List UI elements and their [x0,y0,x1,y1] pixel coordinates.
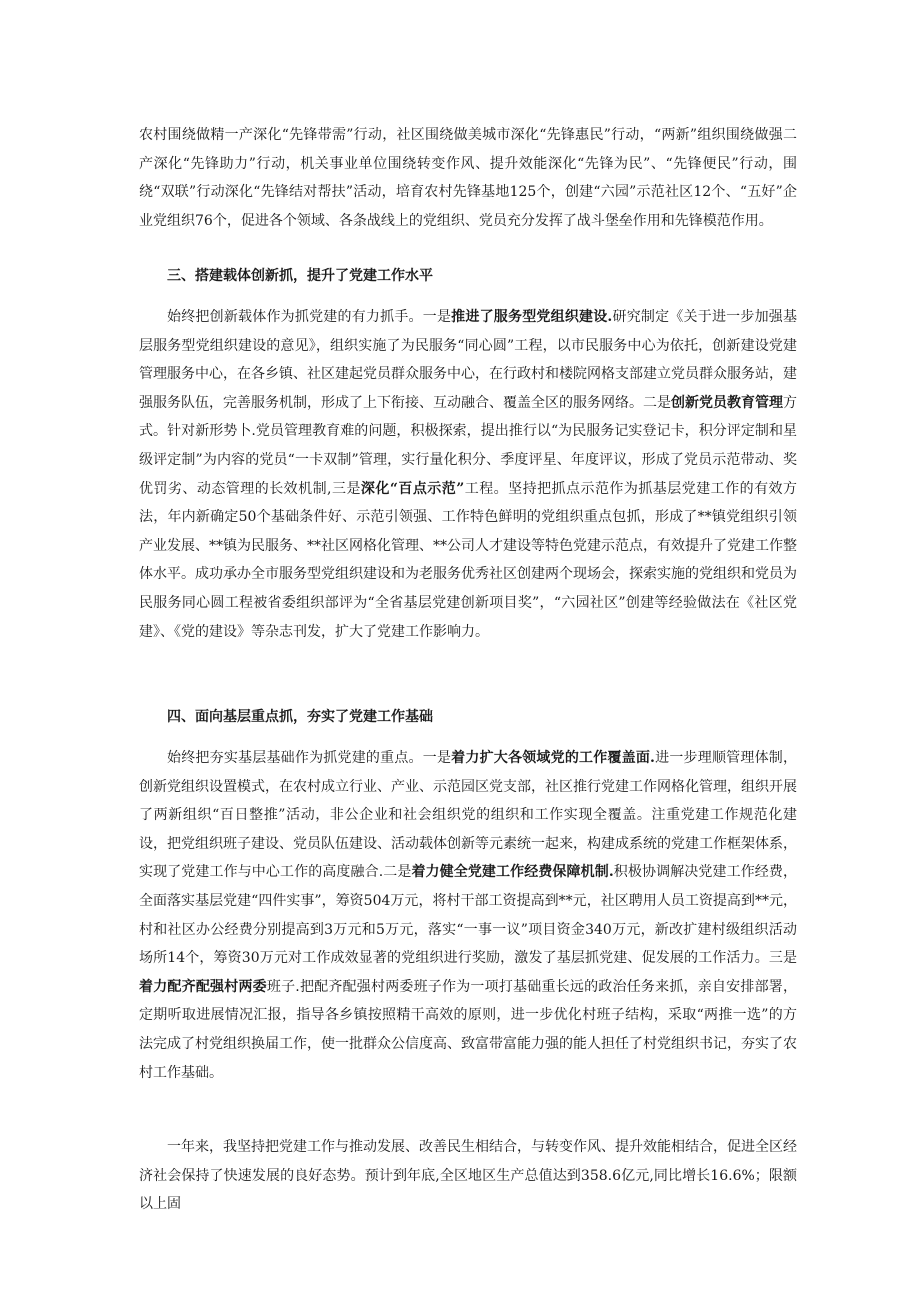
text-run: 班子.把配齐配强村两委班子作为一项打基础重长远的政治任务来抓，亲自安排部署，定期听取进展情况汇报，指导各乡镇按照精干高效的原则，进一步优化村班子结构，采取“两推一选”的方法完成了村党组织换届工作，使一批群众公信度高、致富带富能力强的能人担任了村党组织书记，夯实了农村工作基础。 [139,978,798,1081]
bold-phrase: 着力配齐配强村两委 [139,978,267,995]
bold-phrase: 着力健全党建工作经费保障机制. [411,864,614,881]
text-run: 工程。坚持把抓点示范作为抓基层党建工作的有效方法，年内新确定50个基础条件好、示范引领强、工作特色鲜明的党组织重点包抓，形成了**镇党组织引领产业发展、**镇为民服务、**社区网格化管理、**公司人才建设等特色党建示范点，有效提升了党建工作整体水平。成功承办全市服务型党组织建设和为老服务优秀社区创建两个现场会，探索实施的党组织和党员为民服务同心圆工程被省委组织部评为“全省基层党建创新项目奖”，“六园社区”创建等经验做法在《社区党建》、《党的建设》等杂志刊发，扩大了党建工作影响力。 [139,480,797,640]
text-run: 进一步理顺管理体制，创新党组织设置模式，在农村成立行业、产业、示范园区党支部，社区推行党建工作网格化管理，组织开展了两新组织“百日整推”活动，非公企业和社会组织党的组织和工作实现全覆盖。注重党建工作规范化建设，把党组织班子建设、党员队伍建设、活动载体创新等元素统一起来，构建成系统的党建工作框架体系，实现了党建工作与中心工作的高度融合.二是 [139,750,798,881]
bold-phrase: 推进了服务型党组织建设. [451,309,613,325]
heading-section-4: 四、面向基层重点抓，夯实了党建工作基础 [167,709,433,725]
paragraph-section-4 [139,744,797,1087]
bold-phrase: 创新党员教育管理 [671,394,783,411]
paragraph-section-3 [139,303,797,646]
paragraph-1: 农村围绕做精一产深化“先锋带需”行动，社区围绕做美城市深化“先锋惠民”行动，“两新”组织围绕做强二产深化“先锋助力”行动，机关事业单位围绕转变作风、提升效能深化“先锋为民”、“先锋便民”行动，围绕“双联”行动深化“先锋结对帮扶”活动，培育农村先锋基地125个，创建“六园”示范社区12个、“五好”企业党组织76个，促进各个领域、各条战线上的党组织、党员充分发挥了战斗堡垒作用和先锋模范作用。 [139,127,797,229]
text-run: 始终把夯实基层基础作为抓党建的重点。一是 [167,750,452,766]
text-run: 积极协调解决党建工作经费，全面落实基层党建“四件实事”，筹资504万元，将村干部工资提高到**元，社区聘用人员工资提高到**元，村和社区办公经费分别提高到3万元和5万元，落实“一事一议”项目资金340万元，新改扩建村级组织活动场所14个，筹资30万元对工作成效显著的党组织进行奖励，激发了基层抓党建、促发展的工作活力。三是 [139,864,797,967]
text-run: 始终把创新载体作为抓党建的有力抓手。一是 [167,309,452,325]
text-run: 方式。针对新形势卜.党员管理教育难的问题，积极探索，提出推行以“为民服务记实登记卡，积分评定制和星级评定制”为内容的党员“一卡双制”管理，实行量化积分、季度评星、年度评议，形成了党员示范带动、奖优罚劣、动态管理的长效机制,三是 [139,394,797,497]
bold-phrase: 深化“百点示范” [360,480,465,497]
bold-phrase: 着力扩大各领域党的工作覆盖面. [451,750,655,766]
text-run: 研究制定《关于进一步加强基层服务型党组织建设的意见》，组织实施了为民服务“同心圆”工程，以市民服务中心为依托，创新建设党建管理服务中心，在各乡镇、社区建起党员群众服务中心，在行政村和楼院网格支部建立党员群众服务站，建强服务队伍，完善服务机制，形成了上下衔接、互动融合、覆盖全区的服务网络。二是 [139,309,798,411]
paragraph-summary: 一年来，我坚持把党建工作与推动发展、改善民生相结合，与转变作风、提升效能相结合，促进全区经济社会保持了快速发展的良好态势。预计到年底,全区地区生产总值达到358.6亿元,同比增长16.6%；限额以上固 [139,1139,797,1213]
heading-section-3: 三、搭建载体创新抓，提升了党建工作水平 [167,268,433,284]
